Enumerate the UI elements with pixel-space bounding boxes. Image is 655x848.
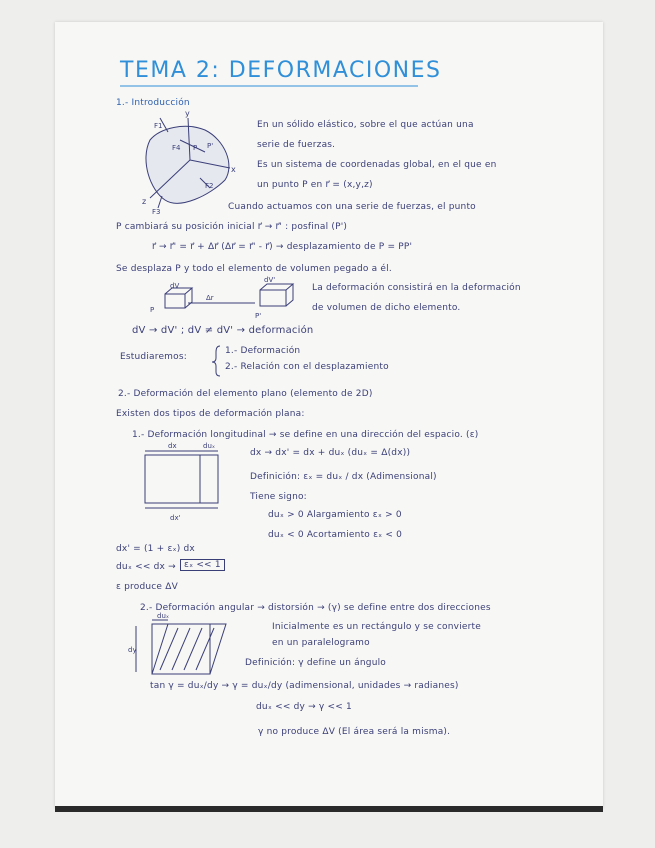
- angular-equation: tan γ = duₓ/dy → γ = duₓ/dy (adimensional, unidades → radianes): [150, 681, 459, 691]
- longitudinal-small: duₓ << dx →: [116, 562, 176, 572]
- estudiaremos-item-2: 2.- Relación con el desplazamiento: [225, 362, 389, 372]
- volume-dr-label: Δr: [206, 294, 214, 302]
- angular-definition: Definición: γ define un ángulo: [245, 658, 387, 668]
- longitudinal-volume: ε produce ΔV: [116, 582, 178, 592]
- angular-line-2: en un paralelogramo: [272, 638, 370, 648]
- estudiaremos-item-1: 1.- Deformación: [225, 346, 301, 356]
- volume-line-3: dV → dV' ; dV ≠ dV' → deformación: [132, 325, 314, 336]
- volume-line-2: de volumen de dicho elemento.: [312, 303, 461, 313]
- dv-label: dV: [170, 282, 180, 290]
- force-3-label: F3: [152, 208, 161, 216]
- dy-label: dy: [128, 646, 137, 654]
- solid-body-sketch: [146, 118, 230, 208]
- point-p-label: P: [193, 144, 198, 152]
- longitudinal-rectangle-sketch: [145, 451, 218, 508]
- dxp-label: dx': [170, 514, 181, 522]
- section-1-heading: 1.- Introducción: [116, 98, 190, 108]
- volume-pp-label: P': [255, 312, 262, 320]
- intro-line-3: Es un sistema de coordenadas global, en el que en: [257, 160, 497, 170]
- longitudinal-heading: 1.- Deformación longitudinal → se define en una dirección del espacio. (ε): [132, 430, 479, 440]
- longitudinal-definition: Definición: εₓ = duₓ / dx (Adimensional): [250, 472, 437, 482]
- angular-parallelogram-sketch: [136, 620, 226, 674]
- intro-line-8: Se desplaza P y todo el elemento de volumen pegado a él.: [116, 264, 392, 274]
- angular-line-1: Inicialmente es un rectángulo y se convierte: [272, 622, 481, 632]
- page-title: TEMA 2: DEFORMACIONES: [120, 58, 442, 83]
- angular-volume: γ no produce ΔV (El área será la misma).: [258, 727, 451, 737]
- dux-label: duₓ: [203, 442, 215, 450]
- intro-line-2: serie de fuerzas.: [257, 140, 336, 150]
- dx-label: dx: [168, 442, 177, 450]
- force-4-label: F4: [172, 144, 181, 152]
- angular-small: duₓ << dy → γ << 1: [256, 702, 352, 712]
- intro-line-1: En un sólido elástico, sobre el que actúan una: [257, 120, 474, 130]
- axis-z-label: z: [142, 197, 147, 206]
- longitudinal-line-1: dx → dx' = dx + duₓ (duₓ = Δ(dx)): [250, 448, 411, 458]
- section-2-heading: 2.- Deformación del elemento plano (elemento de 2D): [118, 389, 373, 399]
- volume-line-1: La deformación consistirá en la deformación: [312, 283, 521, 293]
- axis-x-label: x: [231, 165, 236, 174]
- force-1-label: F1: [154, 122, 163, 130]
- intro-line-7: r⃗ → r⃗' = r⃗ + Δr⃗ (Δr⃗ = r⃗' - r⃗) → desplazamiento de P = PP': [152, 242, 413, 252]
- estudiaremos-brace: [212, 346, 220, 376]
- intro-line-6: P cambiará su posición inicial r⃗ → r⃗' : posfinal (P'): [116, 222, 348, 232]
- longitudinal-sign: Tiene signo:: [250, 492, 307, 502]
- dvp-label: dV': [264, 276, 276, 284]
- longitudinal-positive: duₓ > 0 Alargamiento εₓ > 0: [268, 510, 402, 520]
- axis-y-label: y: [185, 109, 190, 118]
- ang-dux-label: duₓ: [157, 612, 169, 620]
- longitudinal-small-box: εₓ << 1: [180, 559, 225, 571]
- longitudinal-negative: duₓ < 0 Acortamiento εₓ < 0: [268, 530, 403, 540]
- intro-line-4: un punto P en r⃗ = (x,y,z): [257, 180, 373, 190]
- volume-element-sketch: [165, 284, 293, 308]
- point-pp-label: P': [207, 142, 214, 150]
- angular-heading: 2.- Deformación angular → distorsión → (γ) se define entre dos direcciones: [140, 603, 491, 613]
- force-2-label: F2: [205, 182, 214, 190]
- estudiaremos-label: Estudiaremos:: [120, 352, 187, 362]
- volume-p-label: P: [150, 306, 155, 314]
- section-2-types: Existen dos tipos de deformación plana:: [116, 409, 305, 419]
- longitudinal-equation: dx' = (1 + εₓ) dx: [116, 544, 195, 554]
- intro-line-5: Cuando actuamos con una serie de fuerzas, el punto: [228, 202, 476, 212]
